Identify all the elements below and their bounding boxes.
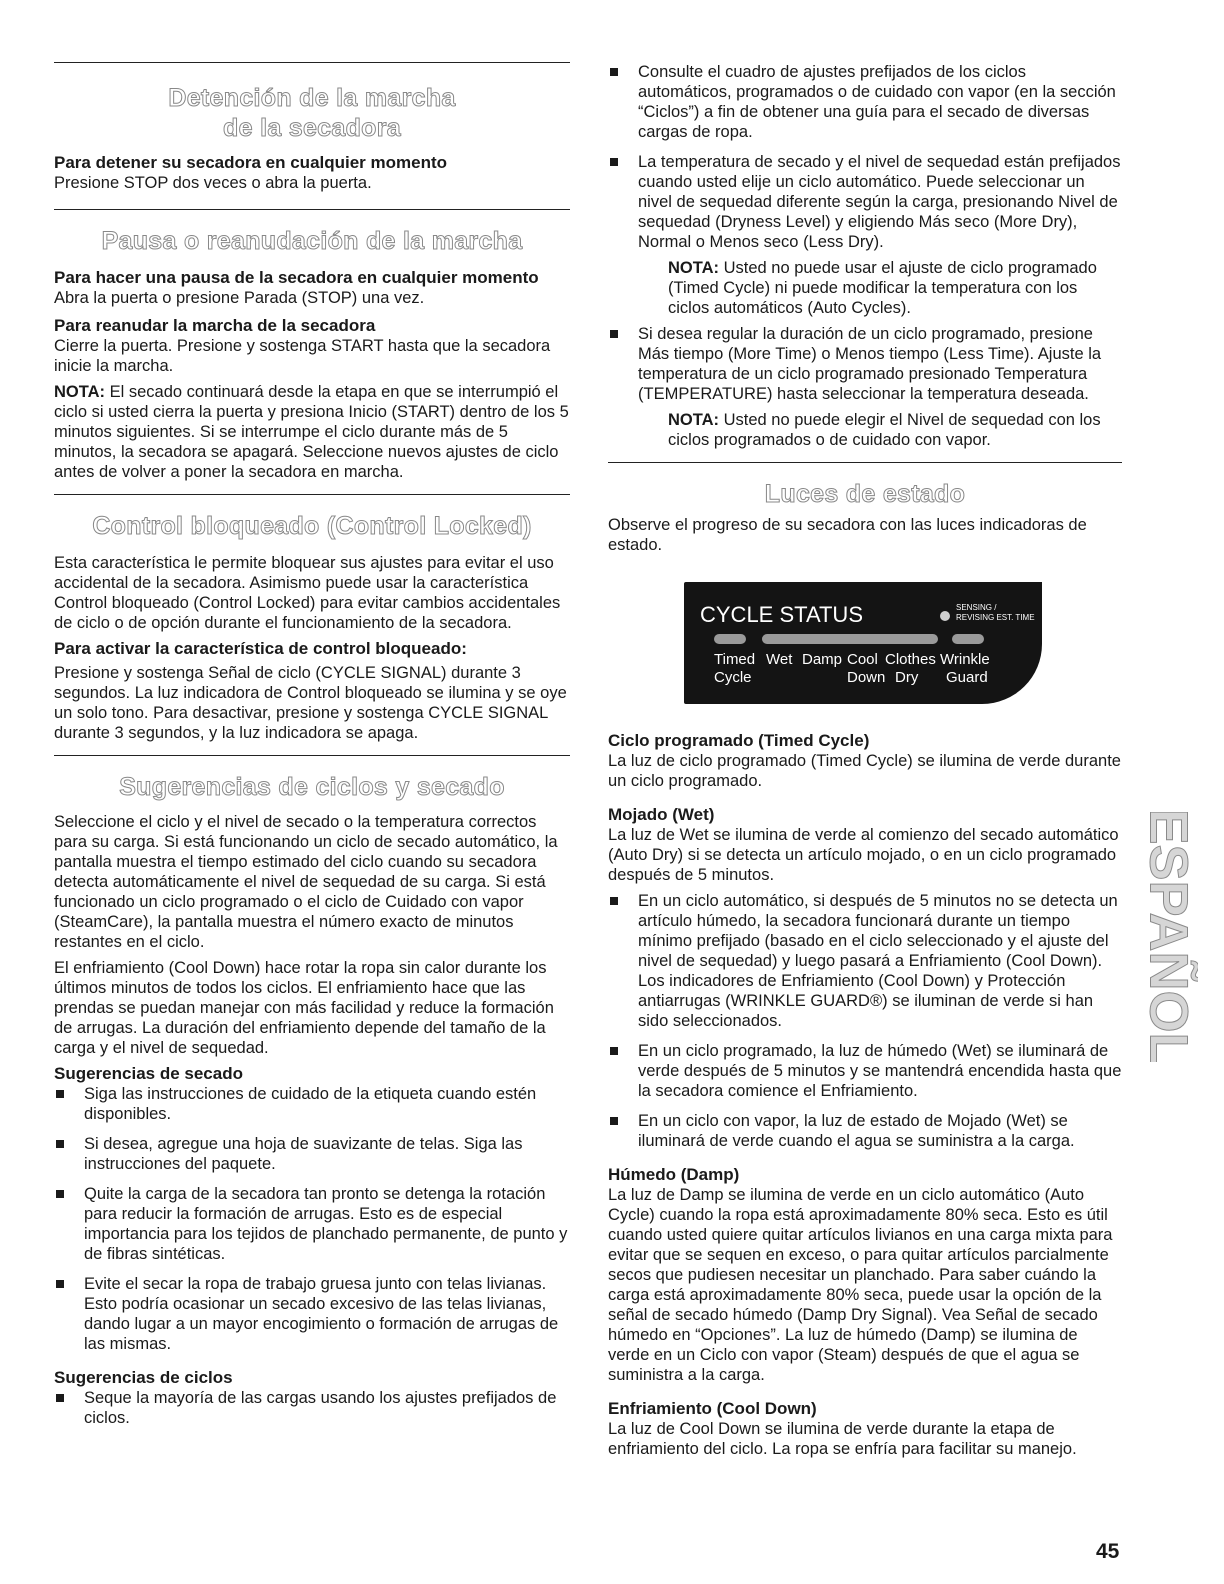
note: NOTA: El secado continuará desde la etapa en que se interrumpió el ciclo si usted cierra la puerta y presiona Inicio (START) dentro de los 5 minutos siguientes. Si se interrumpe el ciclo durante más de 5 minutos, la secadora se apagará. Seleccione nuevos ajustes de ciclo antes de volver a poner la secadora en marcha. bbox=[54, 383, 569, 481]
list-item: En un ciclo automático, si después de 5 minutos no se detecta un artículo húmedo, la secadora funcionará durante un tiempo mínimo prefijado (basado en el ciclo seleccionado y el ajuste del nivel de sequedad) y luego pasará a Enfriamiento (Cool Down). Los indicadores de Enfriamiento (Cool Down) y Protección antiarrugas (WRINKLE GUARD®) se iluminan de verde si han sido seleccionados. bbox=[608, 891, 1122, 1031]
subheading: Para activar la característica de control bloqueado: bbox=[54, 639, 467, 658]
note: NOTA: Usted no puede usar el ajuste de ciclo programado (Timed Cycle) ni puede modificar la temperatura con los ciclos automáticos (Auto Cycles). bbox=[668, 259, 1097, 317]
label-clothes: Clothes bbox=[885, 651, 936, 668]
status-light-wrinkle bbox=[952, 634, 984, 644]
label-cool: Cool bbox=[847, 651, 878, 668]
cycle-status-panel bbox=[684, 582, 1042, 704]
subheading: Para hacer una pausa de la secadora en cualquier momento bbox=[54, 268, 539, 287]
side-tab-graphic bbox=[1132, 812, 1198, 1062]
side-tab-text: ESPAÑOL bbox=[1138, 812, 1198, 1062]
subheading: Para reanudar la marcha de la secadora bbox=[54, 316, 376, 335]
paragraph: La luz de Damp se ilumina de verde en un ciclo automático (Auto Cycle) cuando la ropa está aproximadamente 80% seca. Esto es útil cuando usted quiere quitar artículos livianos en una carga mixta para evitar que se sequen en exceso, o para quitar artículos parcialmente secos que pudiesen necesitar un planchado. Para saber cuándo la carga está aproximadamente 80% seca, puede usar la opción de la señal de secado húmedo (Damp Dry Signal). Vea Señal de secado húmedo en “Opciones”. La luz de húmedo (Damp) se ilumina de verde en un Ciclo con vapor (Steam) después de que el agua se suministra a la carga. bbox=[608, 1186, 1113, 1384]
section-title-control: Control bloqueado (Control Locked) bbox=[92, 512, 532, 540]
list-item: Evite el secar la ropa de trabajo gruesa junto con telas livianas. Esto podría ocasionar un secado excesivo de las telas livianas, dando lugar a un mayor encogimiento o formación de arrugas de las mismas. bbox=[54, 1274, 570, 1354]
left-column bbox=[54, 62, 570, 1428]
section-title-pausa: Pausa o reanudación de la marcha bbox=[101, 227, 523, 255]
label-damp: Damp bbox=[802, 651, 843, 668]
subheading: Para detener su secadora en cualquier momento bbox=[54, 153, 448, 172]
subheading: Sugerencias de secado bbox=[54, 1064, 243, 1083]
right-column bbox=[608, 62, 1122, 1459]
list-item: En un ciclo programado, la luz de húmedo (Wet) se iluminará de verde después de 5 minutos y se mantendrá encendida hasta que la secadora comience el Enfriamiento. bbox=[608, 1041, 1122, 1101]
paragraph: La luz de ciclo programado (Timed Cycle) se ilumina de verde durante un ciclo programado. bbox=[608, 752, 1121, 790]
page-number: 45 bbox=[1096, 1540, 1120, 1563]
label-guard: Guard bbox=[946, 669, 988, 686]
section-title-luces: Luces de estado bbox=[764, 480, 966, 508]
list-item: Si desea, agregue una hoja de suavizante de telas. Siga las instrucciones del paquete. bbox=[54, 1134, 570, 1174]
subheading: Húmedo (Damp) bbox=[608, 1165, 740, 1184]
subheading: Ciclo programado (Timed Cycle) bbox=[608, 731, 870, 750]
nested-list bbox=[608, 152, 1122, 252]
nested-list bbox=[608, 324, 1122, 404]
subheading: Enfriamiento (Cool Down) bbox=[608, 1399, 817, 1418]
list-item: Siga las instrucciones de cuidado de la etiqueta cuando estén disponibles. bbox=[54, 1084, 570, 1124]
paragraph: Presione y sostenga Señal de ciclo (CYCLE SIGNAL) durante 3 segundos. La luz indicadora de Control bloqueado se ilumina y se oye un solo tono. Para desactivar, presione y sostenga CYCLE SIGNAL durante 3 segundos, y la luz indicadora se apaga. bbox=[54, 664, 567, 742]
sensing-indicator-icon bbox=[940, 611, 950, 621]
paragraph: Abra la puerta o presione Parada (STOP) una vez. bbox=[54, 289, 425, 307]
subheading: Sugerencias de ciclos bbox=[54, 1368, 233, 1387]
status-light-timed bbox=[714, 634, 746, 644]
paragraph: Presione STOP dos veces o abra la puerta. bbox=[54, 174, 372, 192]
label-cycle: Cycle bbox=[714, 669, 752, 686]
list-item: Consulte el cuadro de ajustes prefijados de los ciclos automáticos, programados o de cuidado con vapor (en la sección “Ciclos”) a fin de obtener una guía para el secado de diversas cargas de ropa. bbox=[608, 62, 1122, 142]
label-wet: Wet bbox=[766, 651, 793, 668]
paragraph: Esta característica le permite bloquear sus ajustes para evitar el uso accidental de la secadora. Asimismo puede usar la característica Control bloqueado (Control Locked) para evitar cambios accidentales de ciclo o de opción durante el funcionamiento de la secadora. bbox=[54, 554, 561, 632]
section-title-detencion: Detención de la marcha de la secadora bbox=[168, 84, 456, 142]
list-item: La temperatura de secado y el nivel de sequedad están prefijados cuando usted elije un ciclo automático. Puede seleccionar un nivel de sequedad diferente según la carga, presionando Nivel de sequedad (Dryness Level) y eligiendo Más seco (More Dry), Normal o Menos seco (Less Dry). bbox=[608, 152, 1122, 252]
list-item: En un ciclo con vapor, la luz de estado de Mojado (Wet) se iluminará de verde cuando el agua se suministra a la carga. bbox=[608, 1111, 1122, 1151]
section-title-sugerencias: Sugerencias de ciclos y secado bbox=[119, 773, 505, 801]
cycle-status-graphic bbox=[684, 582, 1042, 704]
secado-list bbox=[54, 1084, 570, 1354]
label-wrinkle: Wrinkle bbox=[940, 651, 990, 668]
label-timed: Timed bbox=[714, 651, 756, 668]
side-language-tab bbox=[1132, 812, 1198, 1062]
status-light-progress bbox=[762, 634, 938, 644]
cycle-status-title: CYCLE STATUS bbox=[700, 602, 863, 627]
paragraph: La luz de Wet se ilumina de verde al comienzo del secado automático (Auto Dry) si se detecta un artículo mojado, o en un ciclo programado después de 5 minutos. bbox=[608, 826, 1119, 884]
sensing-label-line1: SENSING / bbox=[956, 603, 997, 612]
note: NOTA: Usted no puede elegir el Nivel de sequedad con los ciclos programados o de cuidado con vapor. bbox=[668, 411, 1101, 449]
list-item: Seque la mayoría de las cargas usando los ajustes prefijados de ciclos. bbox=[54, 1388, 570, 1428]
paragraph: La luz de Cool Down se ilumina de verde durante la etapa de enfriamiento del ciclo. La ropa se enfría para facilitar su manejo. bbox=[608, 1420, 1077, 1458]
sensing-label-line2: REVISING EST. TIME bbox=[956, 613, 1035, 622]
list-item: Quite la carga de la secadora tan pronto se detenga la rotación para reducir la formación de arrugas. Esto es de especial importancia para los tejidos de planchado permanente, de punto y de fibras sintéticas. bbox=[54, 1184, 570, 1264]
paragraph: Observe el progreso de su secadora con las luces indicadoras de estado. bbox=[608, 516, 1087, 554]
wet-list bbox=[608, 891, 1122, 1151]
paragraph: Seleccione el ciclo y el nivel de secado o la temperatura correctos para su carga. Si está funcionando un ciclo de secado automático, la pantalla muestra el tiempo estimado del ciclo cuando su secadora detecta automáticamente el nivel de sequedad de su carga. Si está funcionado un ciclo programado o el ciclo de Cuidado con vapor (SteamCare), la pantalla muestra el número exacto de minutos restantes en el ciclo. bbox=[54, 813, 558, 951]
list-item: Si desea regular la duración de un ciclo programado, presione Más tiempo (More Time) o Menos tiempo (Less Time). Ajuste la temperatura de un ciclo programado presionado Temperatura (TEMPERATURE) hasta seleccionar la temperatura deseada. bbox=[608, 324, 1122, 404]
cycles-list bbox=[608, 62, 1122, 142]
paragraph: El enfriamiento (Cool Down) hace rotar la ropa sin calor durante los últimos minutos de todos los ciclos. El enfriamiento hace que las prendas se puedan manejar con más facilidad y reduce la formación de arrugas. La duración del enfriamiento depende del tamaño de la carga y el nivel de sequedad. bbox=[54, 959, 554, 1057]
ciclos-list bbox=[54, 1388, 570, 1428]
label-down: Down bbox=[847, 669, 886, 686]
subheading: Mojado (Wet) bbox=[608, 805, 715, 824]
paragraph: Cierre la puerta. Presione y sostenga START hasta que la secadora inicie la marcha. bbox=[54, 337, 551, 375]
label-dry: Dry bbox=[895, 669, 919, 686]
